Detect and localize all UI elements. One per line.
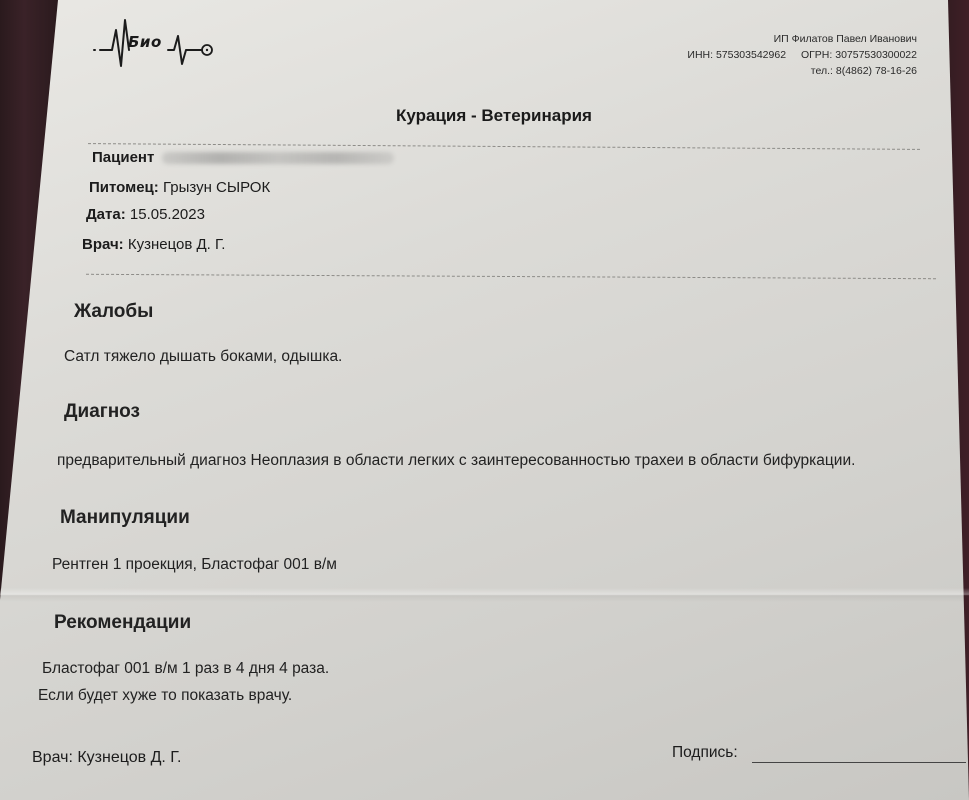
diagnosis-text: предварительный диагноз Неоплазия в области легких с заинтересованностью трахеи в области бифуркации. [57,452,856,469]
company-header [687,31,917,79]
signature-line [752,762,966,763]
paper-fold-crease [0,588,969,602]
patient-label: Пациент [92,149,155,166]
diagnosis-heading: Диагноз [64,401,140,422]
date-field [86,206,205,223]
document-title: Курация - Ветеринария [396,106,592,125]
doctor-field [82,236,225,253]
pet-field [89,179,270,196]
doctor-label: Врач: [82,236,124,253]
company-name: ИП Филатов Павел Иванович [773,33,917,45]
pet-value: Грызун СЫРОК [162,179,271,196]
recommendations-line-1: Бластофаг 001 в/м 1 раз в 4 дня 4 раза. [42,660,330,677]
inn-label: ИНН: [687,49,714,61]
inn-value: 575303542962 [715,49,787,61]
ogrn-label: ОГРН: [800,49,833,61]
manipulations-text: Рентген 1 проекция, Бластофаг 001 в/м [52,556,337,573]
company-registration [687,47,917,63]
footer-doctor: Врач: Кузнецов Д. Г. [32,749,182,766]
patient-field [92,149,394,166]
doctor-value: Кузнецов Д. Г. [127,236,226,253]
phone-label: тел.: [810,65,833,77]
manipulations-heading: Манипуляции [60,507,190,528]
logo-text: Био [128,33,162,51]
recommendations-line-2: Если будет хуже то показать врачу. [38,687,293,704]
complaints-text: Сатл тяжело дышать боками, одышка. [64,348,343,365]
date-label: Дата: [86,206,126,223]
patient-name-redacted [162,152,394,164]
complaints-heading: Жалобы [74,301,154,322]
signature-label: Подпись: [672,744,738,761]
phone-value: 8(4862) 78-16-26 [835,65,917,77]
pet-label: Питомец: [89,179,159,196]
company-phone [687,63,917,79]
date-value: 15.05.2023 [129,206,205,223]
ogrn-value: 30757530300022 [835,49,917,61]
recommendations-heading: Рекомендации [54,612,192,633]
